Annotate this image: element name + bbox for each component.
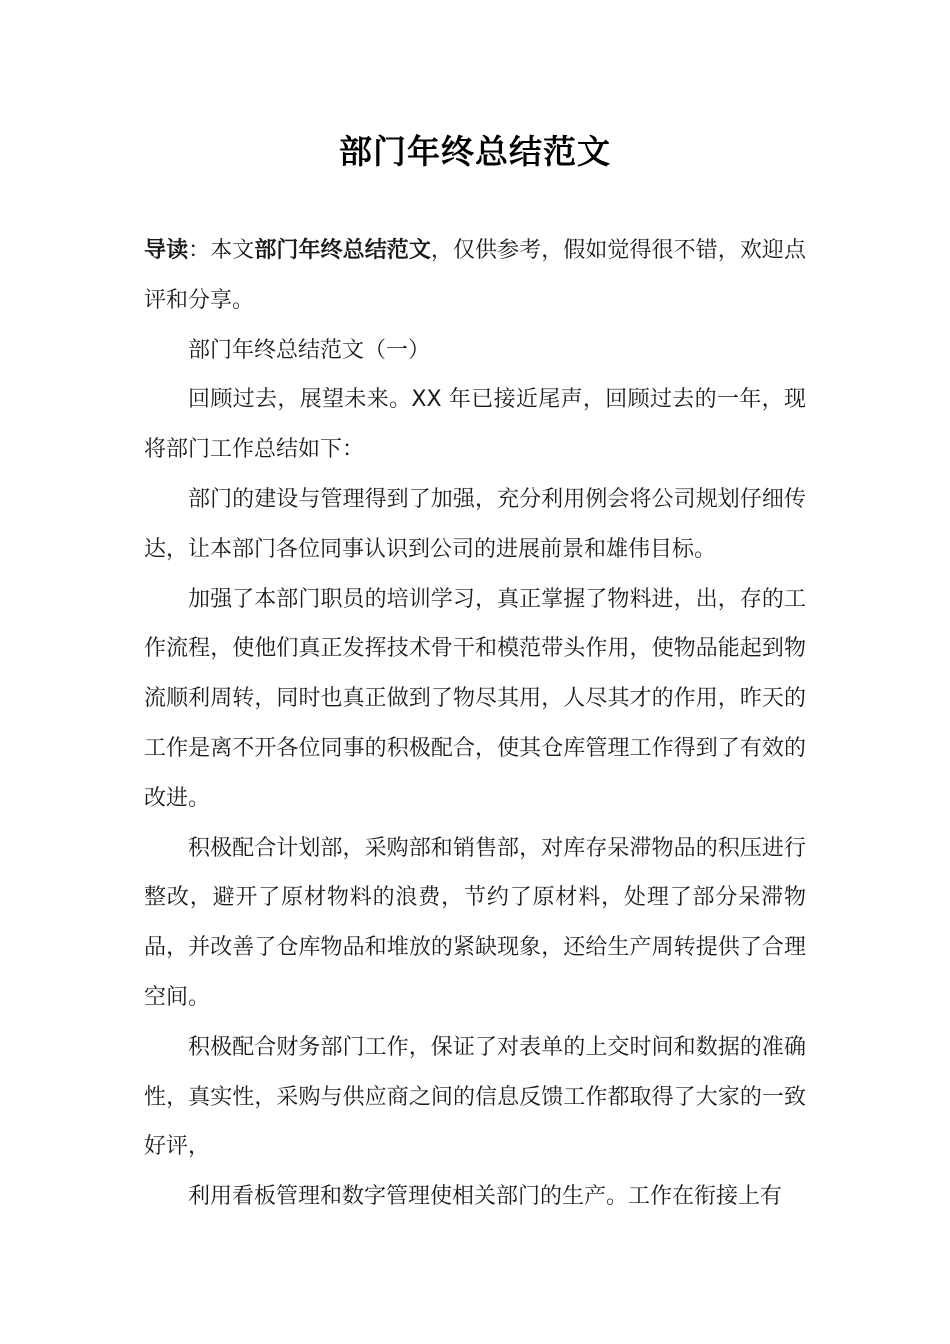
lead-bold-title: 部门年终总结范文 (254, 238, 431, 263)
body-paragraph: 利用看板管理和数字管理使相关部门的生产。工作在衔接上有 (188, 1184, 783, 1210)
body-paragraph: 积极配合计划部，采购部和销售部，对库存呆滞物品的积压进行整改，避开了原材物料的浪费，节约了原材料，处理了部分呆滞物品，并改善了仓库物品和堆放的紧缺现象，还给生产周转提供了合理空间。 (144, 835, 806, 1010)
body-paragraph: 回顾过去，展望未来。XX 年已接近尾声，回顾过去的一年，现将部门工作总结如下： (144, 387, 806, 463)
document-body (144, 226, 806, 1222)
lead-label: 导读 (144, 238, 189, 263)
lead-paragraph (144, 226, 806, 326)
lead-suffix: ，仅供参考，假如觉得很不错，欢迎点评和分享。 (144, 238, 806, 313)
body-paragraph: 加强了本部门职员的培训学习，真正掌握了物料进，出，存的工作流程，使他们真正发挥技术骨干和模范带头作用，使物品能起到物流顺利周转，同时也真正做到了物尽其用，人尽其才的作用，昨天的工作是离不开各位同事的积极配合，使其仓库管理工作得到了有效的改进。 (144, 586, 806, 811)
section-heading: 部门年终总结范文（一） (188, 337, 431, 363)
document-title: 部门年终总结范文 (339, 132, 611, 171)
body-paragraph: 积极配合财务部门工作，保证了对表单的上交时间和数据的准确性，真实性，采购与供应商之间的信息反馈工作都取得了大家的一致好评， (144, 1034, 806, 1160)
lead-prefix: 本文 (210, 238, 255, 263)
body-paragraph: 部门的建设与管理得到了加强，充分利用例会将公司规划仔细传达，让本部门各位同事认识到公司的进展前景和雄伟目标。 (144, 486, 806, 562)
lead-separator: ： (188, 238, 211, 263)
